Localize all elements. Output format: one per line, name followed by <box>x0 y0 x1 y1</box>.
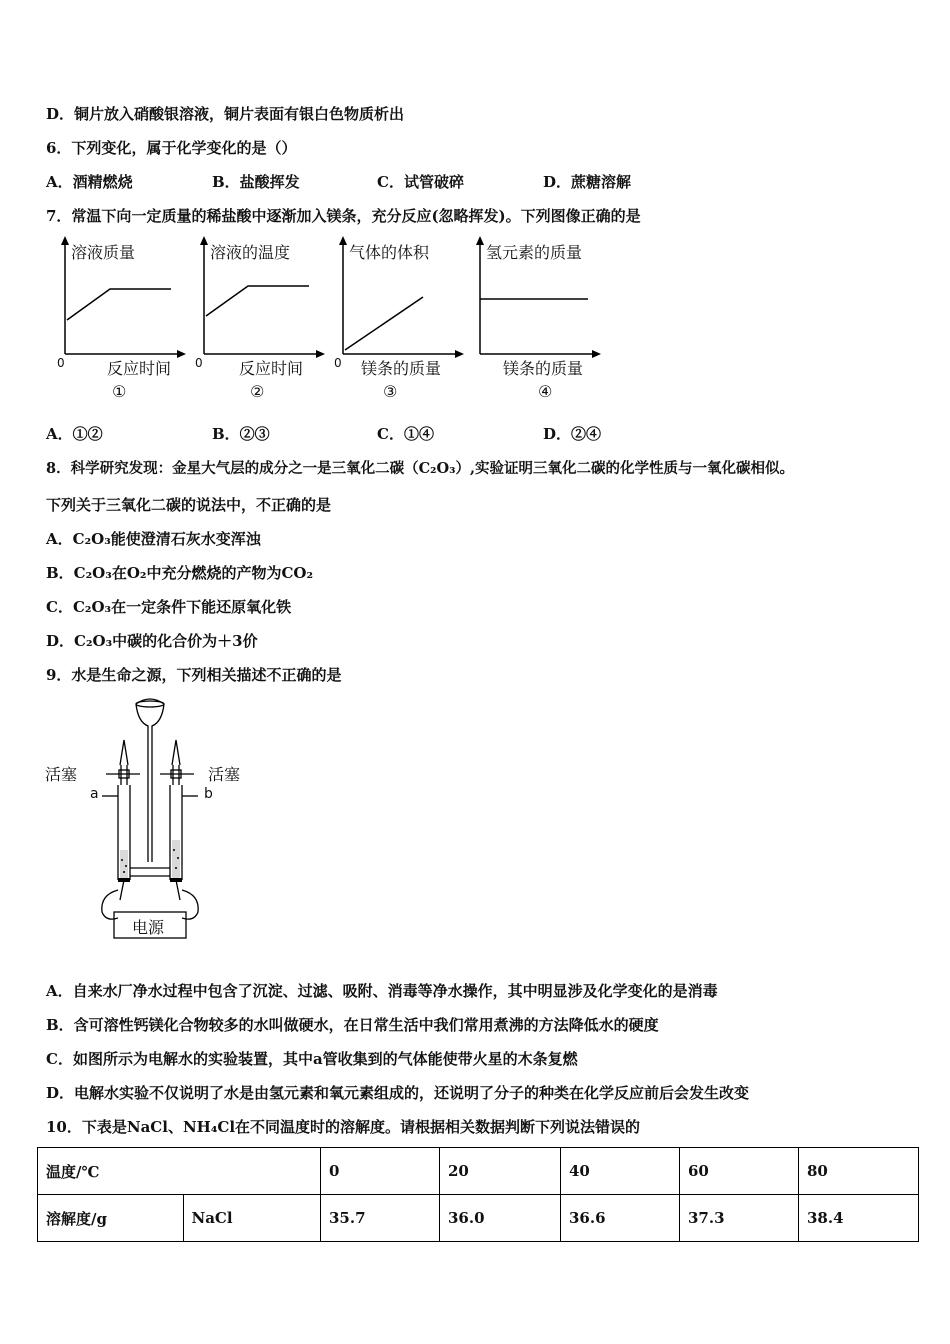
q8-option-b: B．C₂O₃在O₂中充分燃烧的产物为CO₂ <box>46 564 314 582</box>
q7-option-a: A．①② <box>46 425 103 443</box>
q8-option-d: D．C₂O₃中碳的化合价为＋3价 <box>46 632 258 650</box>
q7-graph-4-number: ④ <box>538 382 553 401</box>
q7-option-b: B．②③ <box>212 425 270 443</box>
q7-graph-3-xlabel: 镁条的质量 <box>361 359 442 378</box>
q7-option-d: D．②④ <box>543 425 602 443</box>
q7-graph-1-ylabel: 溶液质量 <box>71 243 136 262</box>
q8-option-c: C．C₂O₃在一定条件下能还原氧化铁 <box>46 598 292 616</box>
solubility-cell: 36.0 <box>440 1195 561 1242</box>
table-row <box>38 1195 919 1242</box>
electrolysis-apparatus <box>40 690 260 950</box>
q7-graph-1-xlabel: 反应时间 <box>107 359 172 378</box>
q7-graph-1-curve <box>67 289 171 320</box>
solubility-cell: 37.3 <box>680 1195 799 1242</box>
q9-option-c: C．如图所示为电解水的实验装置，其中a管收集到的气体能使带火星的木条复燃 <box>46 1050 578 1068</box>
q5-option-d: D．铜片放入硝酸银溶液，铜片表面有银白色物质析出 <box>46 105 405 123</box>
q9-option-b: B．含可溶性钙镁化合物较多的水叫做硬水，在日常生活中我们常用煮沸的方法降低水的硬度 <box>46 1016 659 1034</box>
electrolysis-apparatus-drawing <box>40 690 260 950</box>
solubility-cell: 36.6 <box>561 1195 680 1242</box>
valve-left-label: 活塞 <box>45 765 78 784</box>
temp-cell: 40 <box>561 1148 680 1195</box>
q7-graph-4-ylabel: 氢元素的质量 <box>486 243 583 262</box>
temp-cell: 60 <box>680 1148 799 1195</box>
q7-graph-1 <box>55 232 190 407</box>
q6-option-c: C．试管破碎 <box>377 173 464 191</box>
q7-graph-4 <box>470 232 605 407</box>
q7-graph-3-curve <box>345 297 423 350</box>
valve-right-label: 活塞 <box>208 765 241 784</box>
q6-option-b: B．盐酸挥发 <box>212 173 300 191</box>
q8-stem-2: 下列关于三氧化二碳的说法中，不正确的是 <box>46 496 332 514</box>
solubility-table <box>37 1147 919 1242</box>
q7-graph-1-number: ① <box>112 382 127 401</box>
temp-cell: 80 <box>799 1148 919 1195</box>
q7-graph-2-curve <box>206 286 309 316</box>
q7-graph-2-xlabel: 反应时间 <box>239 359 304 378</box>
q8-stem-1: 8．科学研究发现：金星大气层的成分之一是三氧化二碳（C₂O₃）,实验证明三氧化二碳的化学性质与一氧化碳相似。 <box>46 460 795 477</box>
q7-graph-2 <box>194 232 329 407</box>
q7-graph-3-number: ③ <box>383 382 398 401</box>
q9-stem: 9．水是生命之源，下列相关描述不正确的是 <box>46 666 342 684</box>
temp-cell: 0 <box>321 1148 440 1195</box>
q10-stem: 10．下表是NaCl、NH₄Cl在不同温度时的溶解度。请根据相关数据判断下列说法错误的 <box>46 1118 641 1136</box>
q7-graph-3 <box>333 232 468 407</box>
q7-graph-2-origin: 0 <box>195 356 203 370</box>
q7-graph-2-number: ② <box>250 382 265 401</box>
temp-header: 温度/℃ <box>38 1148 321 1195</box>
q6-stem: 6．下列变化，属于化学变化的是（） <box>46 139 297 157</box>
q8-option-a: A．C₂O₃能使澄清石灰水变浑浊 <box>46 530 261 548</box>
solubility-cell: 38.4 <box>799 1195 919 1242</box>
q6-option-a: A．酒精燃烧 <box>46 173 133 191</box>
q9-option-a: A．自来水厂净水过程中包含了沉淀、过滤、吸附、消毒等净水操作，其中明显涉及化学变化的是消毒 <box>46 982 718 1000</box>
q7-graph-3-origin: 0 <box>334 356 342 370</box>
q7-graph-2-ylabel: 溶液的温度 <box>210 243 291 262</box>
q7-graph-1-origin: 0 <box>57 356 65 370</box>
q7-stem: 7．常温下向一定质量的稀盐酸中逐渐加入镁条，充分反应(忽略挥发)。下列图像正确的是 <box>46 207 641 225</box>
q7-graph-4-xlabel: 镁条的质量 <box>503 359 584 378</box>
table-row <box>38 1148 919 1195</box>
q7-graph-3-ylabel: 气体的体积 <box>349 243 430 262</box>
q9-option-d: D．电解水实验不仅说明了水是由氢元素和氧元素组成的，还说明了分子的种类在化学反应前后会发生改变 <box>46 1084 750 1102</box>
q7-option-c: C．①④ <box>377 425 434 443</box>
power-source-label: 电源 <box>132 918 165 937</box>
tube-b-label: b <box>204 786 213 802</box>
tube-a-label: a <box>90 786 99 802</box>
q6-option-d: D．蔗糖溶解 <box>543 173 632 191</box>
solubility-header: 溶解度/g <box>38 1195 184 1242</box>
substance-cell: NaCl <box>183 1195 321 1242</box>
temp-cell: 20 <box>440 1148 561 1195</box>
solubility-cell: 35.7 <box>321 1195 440 1242</box>
